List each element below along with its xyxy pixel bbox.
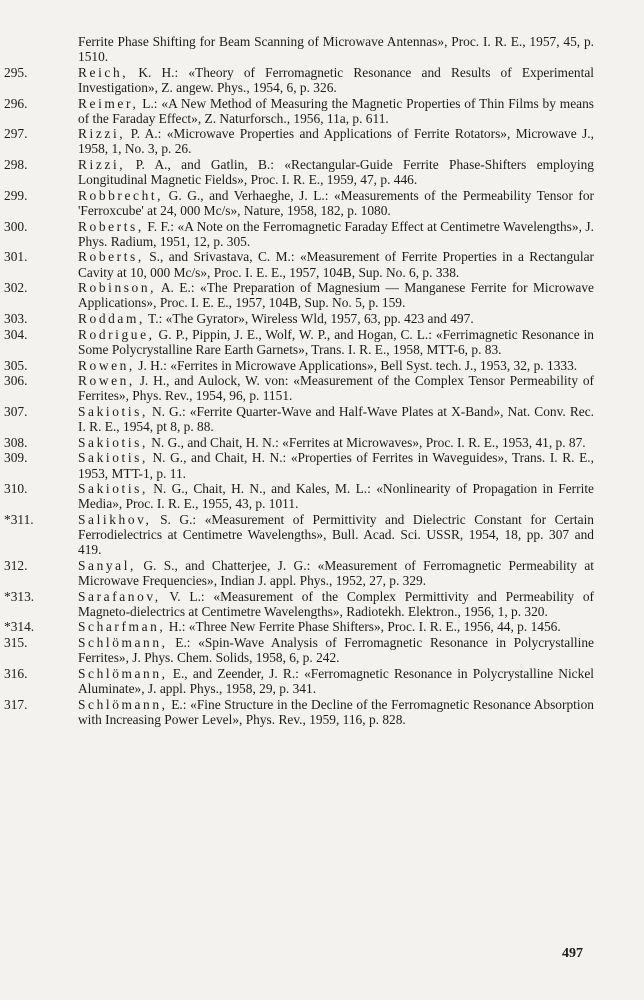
reference-text: N. G., and Chait, H. N.: «Ferrites at Microwaves», Proc. I. R. E., 1953, 41, p. 87. [151,434,586,450]
reference-author: Scharfman, [78,619,166,635]
reference-text: S., and Srivastava, C. M.: «Measurement of Ferrite Properties in a Rectangular Cavity at 10, 000 Mc/s», Proc. I. E. E., 1957, 104B, Sup. No. 6, p. 338. [78,249,594,280]
reference-number: 315. [4,635,28,651]
reference-author: Robbrecht, [78,187,164,203]
reference-number: 303. [4,311,28,327]
reference-number: 296. [4,95,28,111]
reference-author: Schlömann, [78,665,168,681]
reference-author: Schlömann, [78,635,168,651]
reference-number: 307. [4,403,28,419]
reference-entry [0,280,644,310]
reference-author: Schlömann, [78,696,168,712]
reference-entry [0,65,644,95]
reference-author: Sarafanov, [78,588,161,604]
reference-text: E.: «Spin-Wave Analysis of Ferromagnetic Resonance in Polycrystalline Ferrites», J. Phys. Chem. Solids, 1958, 6, p. 242. [78,635,594,666]
reference-text: G. S., and Chatterjee, J. G.: «Measurement of Ferromagnetic Permeability at Microwave Frequencies», Indian J. appl. Phys., 1952, 27, p. 329. [78,557,594,588]
reference-entry [0,311,644,326]
reference-author: Rowen, [78,357,135,373]
reference-number: 306. [4,373,28,389]
reference-entry [0,666,644,696]
reference-entry [0,358,644,373]
reference-number: 308. [4,434,28,450]
reference-text: J. H.: «Ferrites in Microwave Applications», Bell Syst. tech. J., 1953, 32, p. 1333. [138,357,578,373]
reference-entry [0,481,644,511]
reference-entry [0,512,644,557]
reference-entry [0,327,644,357]
reference-entry [0,435,644,450]
reference-number: 317. [4,696,28,712]
page-number: 497 [562,946,583,961]
reference-entry [0,188,644,218]
reference-number: 316. [4,665,28,681]
reference-entry [0,126,644,156]
reference-author: Roddam, [78,311,145,327]
reference-author: Robinson, [78,280,157,296]
reference-number: 305. [4,357,28,373]
reference-number: 297. [4,126,28,142]
reference-text: N. G.: «Ferrite Quarter-Wave and Half-Wave Plates at X-Band», Nat. Conv. Rec. I. R. E., 1954, pt 8, p. 88. [78,403,594,435]
reference-author: Sakiotis, [78,450,148,466]
reference-number: 302. [4,280,28,296]
reference-author: Reich, [78,64,129,80]
reference-entry [0,157,644,187]
reference-number: 304. [4,326,28,342]
reference-author: Sakiotis, [78,481,148,497]
reference-text: S. G.: «Measurement of Permittivity and Dielectric Constant for Certain Ferrodielectrics at Centimetre Wavelengths», Bull. Acad. Sci. USSR, 1954, 18, pp. 307 and 419. [78,512,594,558]
reference-number: 309. [4,450,28,466]
reference-text: N. G., and Chait, H. N.: «Properties of Ferrites in Waveguides», Trans. I. R. E., 1953, MTT-1, p. 11. [78,450,594,481]
reference-author: Rowen, [78,373,135,389]
reference-text: P. A., and Gatlin, B.: «Rectangular-Guide Ferrite Phase-Shifters employing Longitudinal Magnetic Fields», Proc. I. R. E., 1959, 47, p. 446. [78,157,594,188]
reference-text: E., and Zeender, J. R.: «Ferromagnetic Resonance in Polycrystalline Nickel Aluminate», J. appl. Phys., 1958, 29, p. 341. [78,665,594,696]
reference-number: 310. [4,481,28,497]
reference-author: Roberts, [78,249,144,265]
reference-author: Sakiotis, [78,403,148,419]
reference-entry [0,635,644,665]
reference-number: 301. [4,249,28,265]
reference-text: K. H.: «Theory of Ferromagnetic Resonance and Results of Experimental Investigation», Z. angew. Phys., 1954, 6, p. 326. [78,64,594,95]
reference-text: J. H., and Aulock, W. von: «Measurement of the Complex Tensor Permeability of Ferrites», Phys. Rev., 1954, 96, p. 1151. [78,373,594,404]
reference-text: G. P., Pippin, J. E., Wolf, W. P., and Hogan, C. L.: «Ferrimagnetic Resonance in Some Polycrystalline Rare Earth Garnets», Trans. I. R. E., 1958, MTT-6, p. 83. [78,326,594,357]
reference-text: N. G., Chait, H. N., and Kales, M. L.: «Nonlinearity of Propagation in Ferrite Media», Proc. I. R. E., 1955, 43, p. 1011. [78,481,594,512]
reference-number: 299. [4,187,28,203]
reference-entry [0,373,644,403]
reference-text: F. F.: «A Note on the Ferromagnetic Faraday Effect at Centimetre Wavelengths», J. Phys. Radium, 1951, 12, p. 305. [78,218,594,249]
reference-number: *311. [4,512,34,527]
reference-entry [0,219,644,249]
reference-number: *314. [4,619,35,635]
reference-entry [0,697,644,727]
reference-entry [0,34,644,64]
reference-entry [0,450,644,480]
reference-text: A. E.: «The Preparation of Magnesium — Manganese Ferrite for Microwave Applications», Proc. I. E. E., 1957, 104B, Sup. No. 5, p. 159. [78,280,595,311]
reference-author: Roberts, [78,218,144,234]
reference-author: Rodrigue, [78,326,155,342]
reference-number: 295. [4,64,28,80]
reference-author: Sakiotis, [78,434,148,450]
reference-text: H.: «Three New Ferrite Phase Shifters», Proc. I. R. E., 1956, 44, p. 1456. [168,619,561,635]
reference-author: Rizzi, [78,126,126,142]
reference-number: *313. [4,588,35,604]
reference-entry [0,249,644,279]
reference-number: 298. [4,157,28,173]
reference-text: E.: «Fine Structure in the Decline of the Ferromagnetic Resonance Absorption with Increasing Power Level», Phys. Rev., 1959, 116, p. 828. [78,696,594,727]
reference-text: T.: «The Gyrator», Wireless Wld, 1957, 63, pp. 423 and 497. [148,311,474,327]
reference-number: 312. [4,557,28,573]
reference-text: V. L.: «Measurement of the Complex Permittivity and Permeability of Magneto-dielectrics at Centimetre Wavelengths», Radiotekh. Elektron., 1956, 1, p. 320. [78,588,594,619]
reference-entry [0,558,644,588]
reference-entry [0,589,644,619]
reference-list [0,34,644,727]
reference-text: Ferrite Phase Shifting for Beam Scanning of Microwave Antennas», Proc. I. R. E., 1957, 45, p. 1510. [78,34,594,65]
reference-author: Rizzi, [78,157,126,173]
reference-text: G. G., and Verhaeghe, J. L.: «Measurements of the Permeability Tensor for 'Ferroxcube' at 24, 000 Mc/s», Nature, 1958, 182, p. 1080. [78,187,594,218]
reference-entry [0,619,644,634]
reference-author: Sanyal, [78,557,136,573]
reference-text: L.: «A New Method of Measuring the Magnetic Properties of Thin Films by means of the Faraday Effect», Z. Naturforsch., 1956, 11a, p. 611. [78,95,594,126]
reference-number: 300. [4,218,28,234]
reference-entry [0,96,644,126]
reference-text: P. A.: «Microwave Properties and Applications of Ferrite Rotators», Microwave J., 1958, 1, No. 3, p. 26. [78,126,594,157]
reference-author: Reimer, [78,95,139,111]
reference-entry [0,404,644,434]
reference-author: Salikhov, [78,512,152,527]
